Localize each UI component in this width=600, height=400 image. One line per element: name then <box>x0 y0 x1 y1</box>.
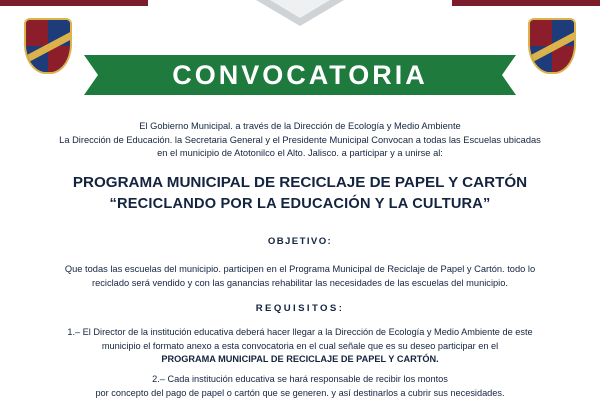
top-right-stripe <box>452 0 600 6</box>
top-center-ribbon-fold-inner <box>270 0 330 18</box>
requisito-2-line-2: por concepto del pago de papel o cartón que se generen. y así destinarlos a cubrir sus necesidades. <box>95 387 505 398</box>
intro-line-3: en el municipio de Atotonilco el Alto. Jalisco. a participar y a unirse al: <box>157 148 443 158</box>
objetivo-line-1: Que todas las escuelas del municipio. participen en el Programa Municipal de Reciclaje de Papel y Cartón. todo lo <box>64 264 536 274</box>
requisito-1-line-1: 1.– El Director de la institución educativa deberá hacer llegar a la Dirección de Ecología y Medio Ambiente de este <box>67 327 533 337</box>
banner-tail-left <box>84 55 98 95</box>
intro-line-1: El Gobierno Municipal. a través de la Dirección de Ecología y Medio Ambiente <box>139 121 461 131</box>
requisito-1-line-2: municipio el formato anexo a esta convocatoria en el cual señale que es su deseo participar en el <box>101 340 499 351</box>
top-left-stripe <box>0 0 148 6</box>
objetivo-heading: OBJETIVO: <box>267 236 333 247</box>
banner-tail-right <box>502 55 516 95</box>
objetivo-line-2: reciclado será vendido y con las ganancias rehabilitar las necesidades de las escuelas del municipio. <box>91 278 509 288</box>
program-title: PROGRAMA MUNICIPAL DE RECICLAJE DE PAPEL Y CARTÓN <box>72 174 528 191</box>
intro-paragraph <box>40 120 560 161</box>
requisitos-heading: REQUISITOS: <box>255 303 345 314</box>
objetivo-paragraph <box>42 262 558 290</box>
intro-line-2: La Dirección de Educación. la Secretaria General y el Presidente Municipal Convocan a todas las Escuelas ubicadas <box>59 134 541 145</box>
program-subtitle: “RECICLANDO POR LA EDUCACIÓN Y LA CULTURA” <box>109 196 491 212</box>
requisito-1-paragraph <box>42 326 558 367</box>
requisito-2-paragraph <box>42 373 558 400</box>
requisito-1-program-name: PROGRAMA MUNICIPAL DE RECICLAJE DE PAPEL Y CARTÓN. <box>161 354 439 364</box>
banner-title: CONVOCATORIA <box>98 55 502 95</box>
requisito-2-line-1: 2.– Cada institución educativa se hará responsable de recibir los montos <box>152 374 448 384</box>
convocatoria-banner <box>0 55 600 95</box>
